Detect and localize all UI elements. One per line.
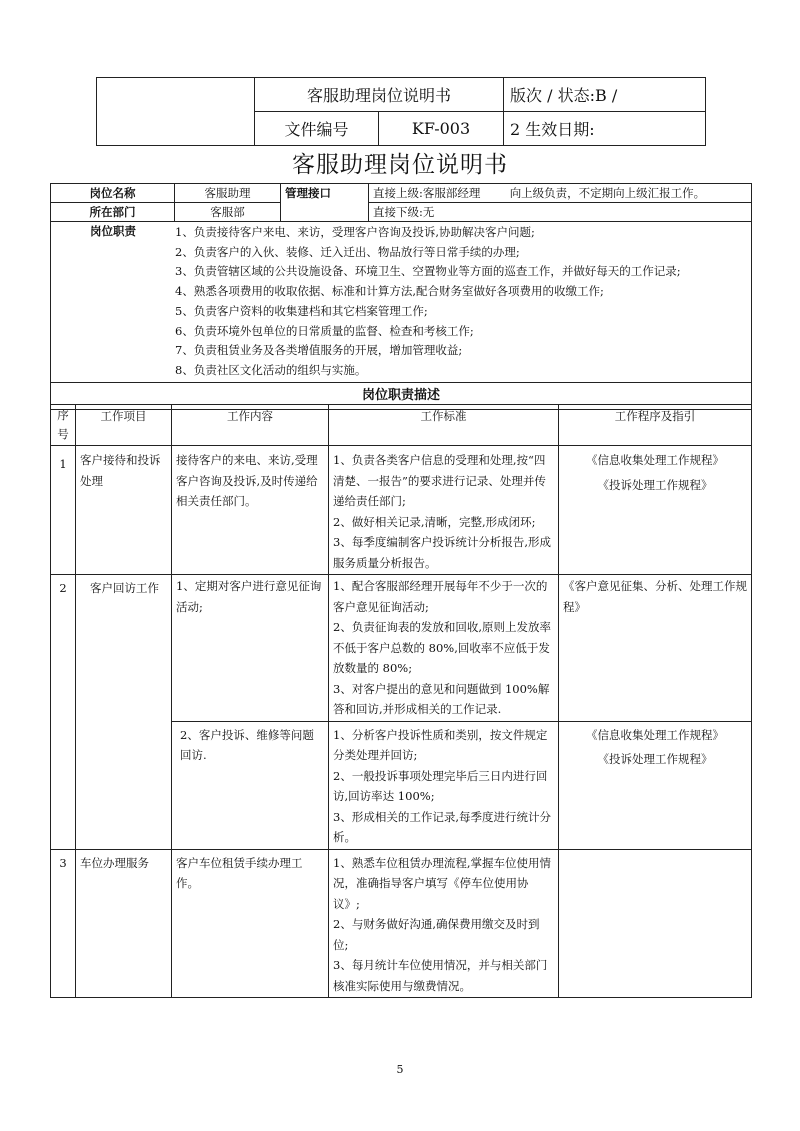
standard-line: 1、配合客服部经理开展每年不少于一次的客户意见征询活动; bbox=[333, 579, 548, 614]
standard-line: 3、形成相关的工作记录,每季度进行统计分析。 bbox=[333, 809, 551, 844]
doc-number: KF-003 bbox=[379, 112, 504, 146]
document-header-table bbox=[96, 77, 706, 146]
duty-line: 8、负责社区文化活动的组织与实施。 bbox=[175, 362, 367, 377]
page-number: 5 bbox=[396, 1063, 404, 1076]
row-number: 1 bbox=[51, 446, 76, 575]
work-standard bbox=[329, 849, 559, 998]
procedure-line: 《投诉处理工作规程》 bbox=[597, 477, 713, 492]
procedure-line: 《信息收集处理工作规程》 bbox=[586, 727, 724, 742]
row-number: 3 bbox=[51, 849, 76, 998]
section-title: 岗位职责描述 bbox=[51, 382, 752, 409]
procedure-line: 《客户意见征集、分析、处理工作规程》 bbox=[563, 579, 747, 614]
standard-line: 2、与财务做好沟通,确保费用缴交及时到位; bbox=[333, 917, 540, 952]
work-procedure bbox=[559, 849, 752, 998]
duty-line: 4、熟悉各项费用的收取依据、标准和计算方法,配合财务室做好各项费用的收缴工作; bbox=[175, 284, 604, 299]
duty-line: 3、负责管辖区域的公共设施设备、环境卫生、空置物业等方面的巡查工作，并做好每天的工作记录; bbox=[175, 264, 681, 279]
effective-date: 2 生效日期: bbox=[504, 112, 706, 146]
header-version-status: 版次 / 状态:B / bbox=[504, 78, 706, 112]
table-row bbox=[51, 446, 752, 575]
work-standard bbox=[329, 446, 559, 575]
header-title: 客服助理岗位说明书 bbox=[255, 78, 504, 112]
department-label: 所在部门 bbox=[51, 203, 175, 222]
standard-line: 1、负责各类客户信息的受理和处理,按“四清楚、一报告”的要求进行记录、处理并传递给责任部门; bbox=[333, 453, 546, 508]
standard-line: 答和回访,并形成相关的工作记录. bbox=[333, 702, 502, 716]
table-row bbox=[51, 849, 752, 998]
position-name-label: 岗位名称 bbox=[51, 184, 175, 203]
page-title: 客服助理岗位说明书 bbox=[292, 152, 508, 178]
position-info-table bbox=[50, 183, 752, 410]
work-item: 客户接待和投诉处理 bbox=[76, 446, 172, 575]
position-name-value: 客服助理 bbox=[175, 184, 281, 203]
standard-line: 1、熟悉车位租赁办理流程,掌握车位使用情况，准确指导客户填写《停车位使用协议》; bbox=[333, 855, 551, 911]
procedure-line: 《投诉处理工作规程》 bbox=[597, 752, 713, 766]
work-content: 客户车位租赁手续办理工作。 bbox=[172, 849, 329, 998]
standard-line: 2、一般投诉事项处理完毕后三日内进行回访,回访率达 100%; bbox=[333, 768, 548, 803]
standard-line: 2、负责征询表的发放和回收,原则上发放率不低于客户总数的 80%,回收率不应低于发放数量的 80%; bbox=[333, 620, 551, 675]
report-duty: 向上级负责，不定期向上级汇报工作。 bbox=[509, 186, 706, 200]
duties-label: 岗位职责 bbox=[90, 224, 136, 238]
standard-line: 3、对客户提出的意见和问题做到 100%解 bbox=[333, 681, 550, 696]
standard-line: 3、每月统计车位使用情况，并与相关部门核准实际使用与缴费情况。 bbox=[333, 958, 548, 993]
procedure-line: 《信息收集处理工作规程》 bbox=[586, 453, 724, 467]
duty-description-table bbox=[50, 404, 752, 998]
work-content: 2、客户投诉、维修等问题回访. bbox=[172, 721, 329, 849]
work-standard bbox=[329, 721, 559, 849]
work-procedure bbox=[559, 721, 752, 849]
duty-line: 6、负责环境外包单位的日常质量的监督、检查和考核工作; bbox=[175, 323, 474, 338]
management-interface-label: 管理接口 bbox=[281, 184, 369, 222]
department-value: 客服部 bbox=[175, 203, 281, 222]
standard-line: 1、分析客户投诉性质和类别，按文件规定分类处理并回访; bbox=[333, 727, 548, 762]
row-number: 2 bbox=[51, 575, 76, 850]
header-no: 序号 bbox=[51, 405, 76, 446]
header-standard: 工作标准 bbox=[329, 405, 559, 446]
work-item: 客户回访工作 bbox=[76, 575, 172, 850]
work-procedure bbox=[559, 575, 752, 722]
table-row bbox=[51, 575, 752, 722]
direct-subordinate: 直接下级:无 bbox=[369, 203, 752, 222]
work-item: 车位办理服务 bbox=[76, 849, 172, 998]
standard-line: 3、每季度编制客户投诉统计分析报告,形成服务质量分析报告。 bbox=[333, 535, 551, 570]
work-content: 接待客户的来电、来访,受理客户咨询及投诉,及时传递给相关责任部门。 bbox=[172, 446, 329, 575]
work-procedure bbox=[559, 446, 752, 575]
table-header-row bbox=[51, 405, 752, 446]
header-item: 工作项目 bbox=[76, 405, 172, 446]
duties-cell bbox=[51, 222, 752, 383]
work-standard bbox=[329, 575, 559, 722]
logo-cell bbox=[97, 78, 255, 146]
duty-line: 7、负责租赁业务及各类增值服务的开展，增加管理收益; bbox=[175, 343, 463, 358]
standard-line: 2、做好相关记录,清晰，完整,形成闭环; bbox=[333, 514, 536, 529]
direct-superior-cell bbox=[369, 184, 752, 203]
duty-line: 5、负责客户资料的收集建档和其它档案管理工作; bbox=[175, 303, 428, 318]
duty-line: 1、负责接待客户来电、来访，受理客户咨询及投诉,协助解决客户问题; bbox=[175, 225, 535, 239]
direct-superior: 直接上级:客服部经理 bbox=[373, 186, 481, 200]
doc-number-label: 文件编号 bbox=[255, 112, 379, 146]
header-procedure: 工作程序及指引 bbox=[559, 405, 752, 446]
header-content: 工作内容 bbox=[172, 405, 329, 446]
duty-line: 2、负责客户的入伙、装修、迁入迁出、物品放行等日常手续的办理; bbox=[175, 244, 520, 259]
work-content: 1、定期对客户进行意见征询活动; bbox=[172, 575, 329, 722]
